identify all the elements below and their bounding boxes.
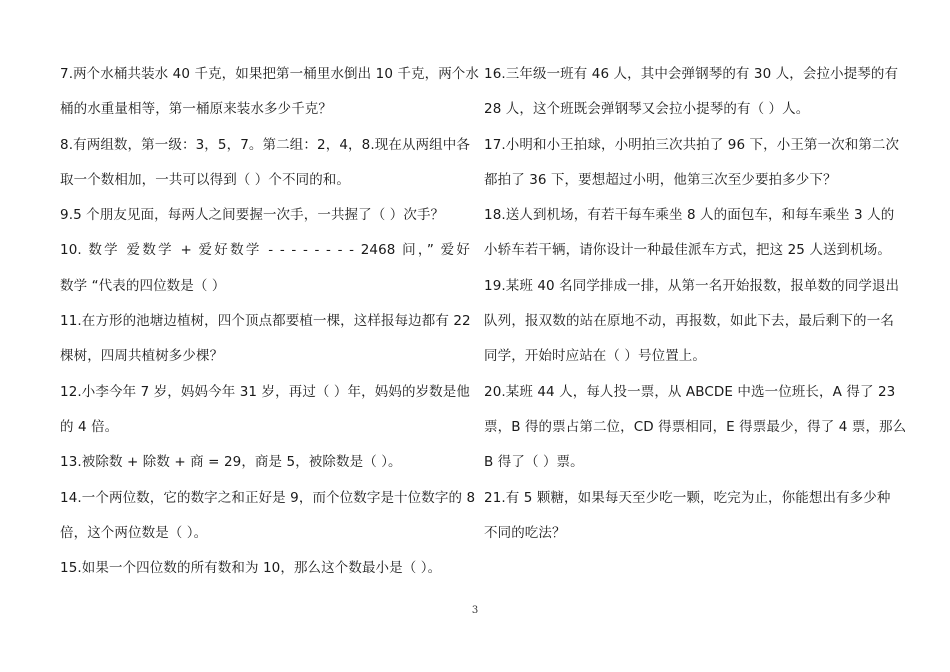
question-13-line-1: 13.被除数 + 除数 + 商 = 29，商是 5，被除数是（ ）。 (60, 454, 402, 471)
question-15-line-1: 15.如果一个四位数的所有数和为 10，那么这个数最小是（ ）。 (60, 560, 442, 577)
question-16-line-1: 16.三年级一班有 46 人，其中会弹钢琴的有 30 人，会拉小提琴的有 (484, 66, 899, 82)
question-10-line-1: 10. 数学 爱数学 + 爱好数学 - - - - - - - - 2468 问，” 爱好 (60, 242, 470, 259)
question-19-line-2: 队列，报双数的站在原地不动，再报数，如此下去，最后剩下的一名 (484, 313, 894, 330)
question-18-line-1: 18.送人到机场，有若干每车乘坐 8 人的面包车，和每车乘坐 3 人的 (484, 207, 895, 224)
question-12-line-1: 12.小李今年 7 岁，妈妈今年 31 岁，再过（ ）年，妈妈的岁数是他 (60, 383, 470, 400)
question-14-line-2: 倍，这个两位数是（ ）。 (60, 524, 208, 541)
left-column (60, 57, 480, 586)
question-17-line-1: 17.小明和小王拍球，小明拍三次共拍了 96 下，小王第一次和第二次 (484, 136, 900, 153)
question-20-line-2: 票，B 得的票占第二位，CD 得票相同，E 得票最少，得了 4 票，那么 (484, 418, 907, 435)
question-20-line-3: B 得了（ ）票。 (484, 454, 584, 471)
question-7-line-2: 桶的水重量相等，第一桶原来装水多少千克？ (60, 101, 332, 118)
page-number: 3 (471, 605, 479, 616)
question-18-line-2: 小轿车若干辆，请你设计一种最佳派车方式，把这 25 人送到机场。 (484, 242, 891, 259)
question-20-line-1: 20.某班 44 人，每人投一票，从 ABCDE 中选一位班长，A 得了 23 (484, 383, 896, 400)
right-column (484, 57, 907, 551)
question-8-line-1: 8.有两组数，第一级：3，5，7。第二组：2，4，8.现在从两组中各 (60, 136, 470, 153)
question-17-line-2: 都拍了 36 下，要想超过小明，他第三次至少要拍多少下？ (484, 171, 837, 188)
question-11-line-1: 11.在方形的池塘边植树，四个顶点都要植一棵，这样报每边都有 22 (60, 313, 471, 330)
question-19-line-3: 同学，开始时应站在（ ）号位置上。 (484, 348, 706, 365)
question-9-line-1: 9.5 个朋友见面，每两人之间要握一次手，一共握了（ ）次手？ (60, 207, 445, 224)
question-21-line-2: 不同的吃法？ (484, 524, 566, 541)
question-7-line-1: 7.两个水桶共装水 40 千克，如果把第一桶里水倒出 10 千克，两个水 (60, 66, 480, 82)
question-14-line-1: 14.一个两位数，它的数字之和正好是 9，而个位数字是十位数字的 8 (60, 489, 476, 506)
question-21-line-1: 21.有 5 颗糖，如果每天至少吃一颗，吃完为止，你能想出有多少种 (484, 489, 891, 506)
question-10-line-2: 数学 “代表的四位数是（ ） (60, 277, 226, 294)
question-11-line-2: 棵树，四周共植树多少棵？ (60, 348, 224, 365)
question-16-line-2: 28 人，这个班既会弹钢琴又会拉小提琴的有（ ）人。 (484, 101, 810, 118)
question-8-line-2: 取一个数相加，一共可以得到（ ）个不同的和。 (60, 171, 350, 188)
question-19-line-1: 19.某班 40 名同学排成一排，从第一名开始报数，报单数的同学退出 (484, 277, 900, 294)
question-12-line-2: 的 4 倍。 (60, 418, 119, 435)
